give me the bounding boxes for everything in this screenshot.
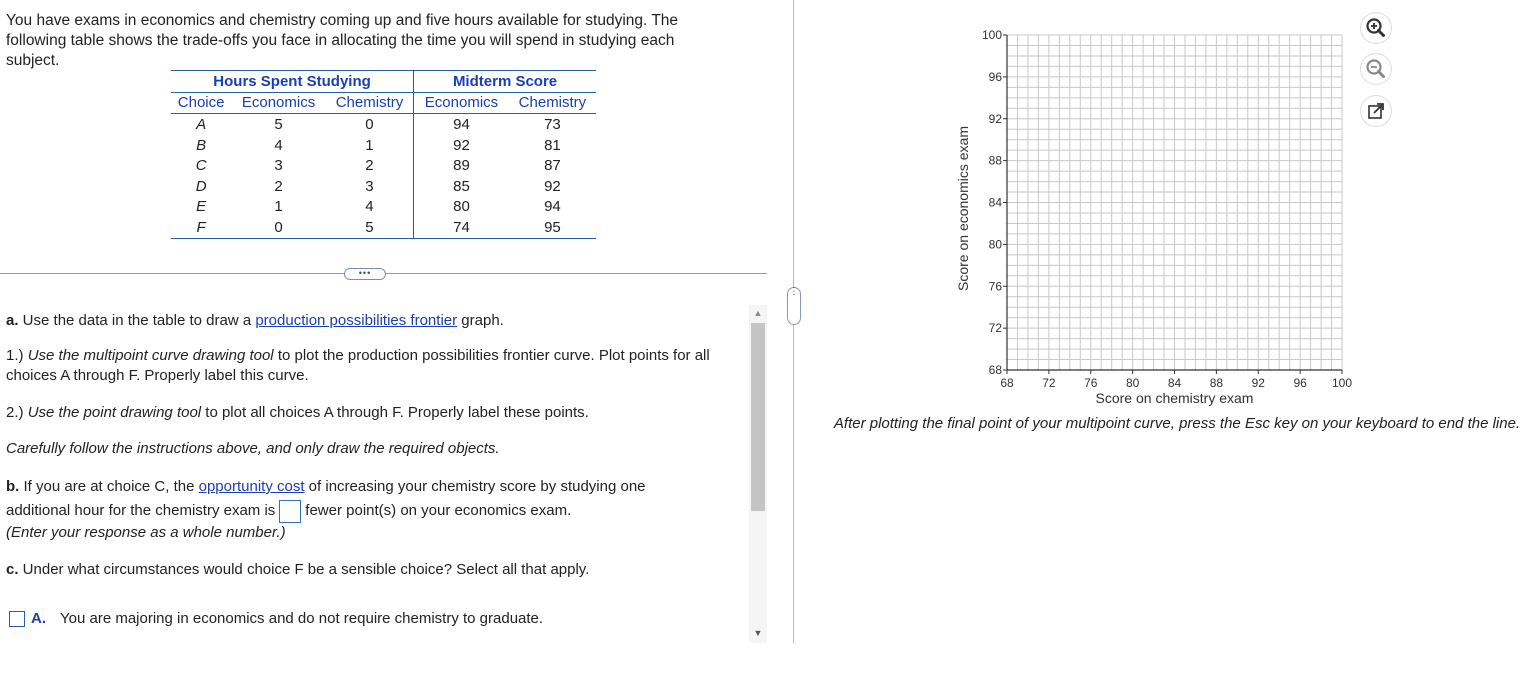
part-b-label: b. xyxy=(6,478,20,495)
ppf-graph[interactable] xyxy=(930,20,1370,420)
table-cell: 74 xyxy=(414,217,509,238)
answer-input-box[interactable] xyxy=(279,500,301,523)
table-cell: 1 xyxy=(274,198,283,216)
table-cell: 89 xyxy=(453,157,470,175)
x-axis-label: Score on chemistry exam xyxy=(1095,390,1254,406)
table-cell: 5 xyxy=(326,217,414,238)
table-cell: A xyxy=(196,115,207,133)
scroll-up-arrow-icon[interactable]: ▲ xyxy=(753,308,763,318)
caution-text: Carefully follow the instructions above, and only draw the required objects. xyxy=(6,440,500,457)
y-tick-label: 80 xyxy=(988,237,1002,252)
col-header-econ-score: Economics xyxy=(414,92,509,114)
table-cell: 5 xyxy=(274,115,283,133)
part-c-prompt xyxy=(6,560,741,580)
col-header-chem-hours: Chemistry xyxy=(326,92,414,114)
table-cell: 95 xyxy=(509,217,596,238)
table-cell: 81 xyxy=(544,136,561,154)
y-axis-label: Score on economics exam xyxy=(955,126,971,291)
y-tick-label: 96 xyxy=(988,69,1002,84)
table-cell: 4 xyxy=(274,136,283,154)
y-tick-label: 88 xyxy=(988,153,1002,168)
x-tick-label: 84 xyxy=(1167,376,1182,390)
zoom-in-button[interactable] xyxy=(1361,13,1391,43)
ppf-glossary-link[interactable]: production possibilities frontier xyxy=(255,312,458,329)
x-tick-label: 92 xyxy=(1251,376,1265,390)
y-tick-label: 92 xyxy=(988,111,1002,126)
table-row xyxy=(171,155,596,176)
x-tick-label: 76 xyxy=(1084,376,1098,390)
part-c-label: c. xyxy=(6,561,19,578)
x-tick-label: 100 xyxy=(1331,376,1353,390)
table-cell: D xyxy=(195,177,207,195)
opportunity-cost-link[interactable]: opportunity cost xyxy=(198,478,305,495)
table-cell: 3 xyxy=(274,157,283,175)
table-row xyxy=(171,197,596,218)
popout-button[interactable] xyxy=(1361,96,1391,126)
table-cell: 73 xyxy=(544,115,561,133)
instruction-2-tool: Use the point drawing tool xyxy=(27,404,202,421)
y-tick-label: 68 xyxy=(988,363,1002,377)
part-a-text: Use the data in the table to draw a xyxy=(18,312,256,329)
part-b-text-end: fewer point(s) on your economics exam. xyxy=(305,502,572,519)
instruction-1-text: to plot the production possibilities frontier curve. Plot points for all choices A through F. Properly label this curve. xyxy=(6,347,710,384)
group-header-hours: Hours Spent Studying xyxy=(171,71,414,93)
table-cell: 1 xyxy=(326,135,414,156)
expand-more-button[interactable]: ••• xyxy=(344,268,386,280)
part-b-note: (Enter your response as a whole number.) xyxy=(6,524,286,541)
scroll-down-arrow-icon[interactable]: ▼ xyxy=(753,628,763,638)
part-a-prompt xyxy=(6,311,741,331)
pane-resize-handle[interactable]: ⋮ xyxy=(787,287,801,325)
problem-intro: You have exams in economics and chemistry coming up and five hours available for studying. The following table shows the trade-offs you face in allocating the time you will spend in studying each subject. xyxy=(6,12,679,69)
instruction-2 xyxy=(6,403,741,423)
instruction-2-text: to plot all choices A through F. Properly label these points. xyxy=(201,404,589,421)
table-cell: 0 xyxy=(231,217,326,238)
instruction-1-num: 1.) xyxy=(6,347,28,364)
col-header-chem-score: Chemistry xyxy=(509,92,596,114)
x-tick-label: 68 xyxy=(1000,376,1014,390)
part-b-text-mid: of increasing your chemistry score by studying one additional hour for the chemistry exam is xyxy=(6,478,646,519)
popout-icon xyxy=(1361,96,1391,126)
graph-caption: After plotting the final point of your multipoint curve, press the Esc key on your keyboard to end the line. xyxy=(833,415,1521,432)
data-table xyxy=(171,70,596,239)
part-a-text-end: graph. xyxy=(457,312,504,329)
table-cell: 94 xyxy=(453,115,470,133)
x-tick-label: 72 xyxy=(1042,376,1056,390)
part-a-label: a. xyxy=(6,312,19,329)
table-cell: 85 xyxy=(453,177,470,195)
table-cell: E xyxy=(196,198,207,216)
zoom-out-icon xyxy=(1361,54,1391,84)
table-row xyxy=(171,135,596,156)
option-a-letter: A. xyxy=(31,610,46,627)
table-cell: 87 xyxy=(544,157,561,175)
part-b-prompt xyxy=(6,475,706,523)
instruction-1 xyxy=(6,346,731,386)
group-header-midterm: Midterm Score xyxy=(414,71,596,93)
x-tick-label: 80 xyxy=(1125,376,1140,390)
table-cell: C xyxy=(195,157,207,175)
x-tick-label: 96 xyxy=(1293,376,1307,390)
option-a-checkbox[interactable] xyxy=(9,611,25,627)
table-cell: 3 xyxy=(326,176,414,197)
y-tick-label: 100 xyxy=(981,28,1002,42)
option-a-text[interactable]: You are majoring in economics and do not require chemistry to graduate. xyxy=(60,610,544,627)
table-cell: 2 xyxy=(326,155,414,176)
y-tick-label: 76 xyxy=(988,279,1002,294)
x-tick-label: 88 xyxy=(1209,376,1224,390)
table-cell: 0 xyxy=(326,114,414,135)
scrollbar-thumb[interactable] xyxy=(751,323,765,511)
table-cell: F xyxy=(171,217,231,238)
table-cell: 92 xyxy=(544,177,561,195)
part-c-text: Under what circumstances would choice F be a sensible choice? Select all that apply. xyxy=(18,561,590,578)
y-tick-label: 72 xyxy=(988,321,1002,336)
table-cell: 4 xyxy=(326,197,414,218)
y-tick-label: 84 xyxy=(988,195,1002,210)
instruction-1-tool: Use the multipoint curve drawing tool xyxy=(27,347,274,364)
table-row xyxy=(171,114,596,135)
col-header-econ-hours: Economics xyxy=(231,92,326,114)
table-cell: 92 xyxy=(453,136,470,154)
table-row xyxy=(171,176,596,197)
part-b-text: If you are at choice C, the xyxy=(19,478,199,495)
table-cell: 94 xyxy=(544,198,561,216)
table-cell: 80 xyxy=(453,198,470,216)
zoom-out-button[interactable] xyxy=(1361,54,1391,84)
col-header-choice: Choice xyxy=(171,92,231,114)
table-cell: B xyxy=(196,136,207,154)
table-row xyxy=(171,217,596,238)
instruction-2-num: 2.) xyxy=(6,404,28,421)
zoom-in-icon xyxy=(1361,13,1391,43)
table-cell: 2 xyxy=(274,177,283,195)
